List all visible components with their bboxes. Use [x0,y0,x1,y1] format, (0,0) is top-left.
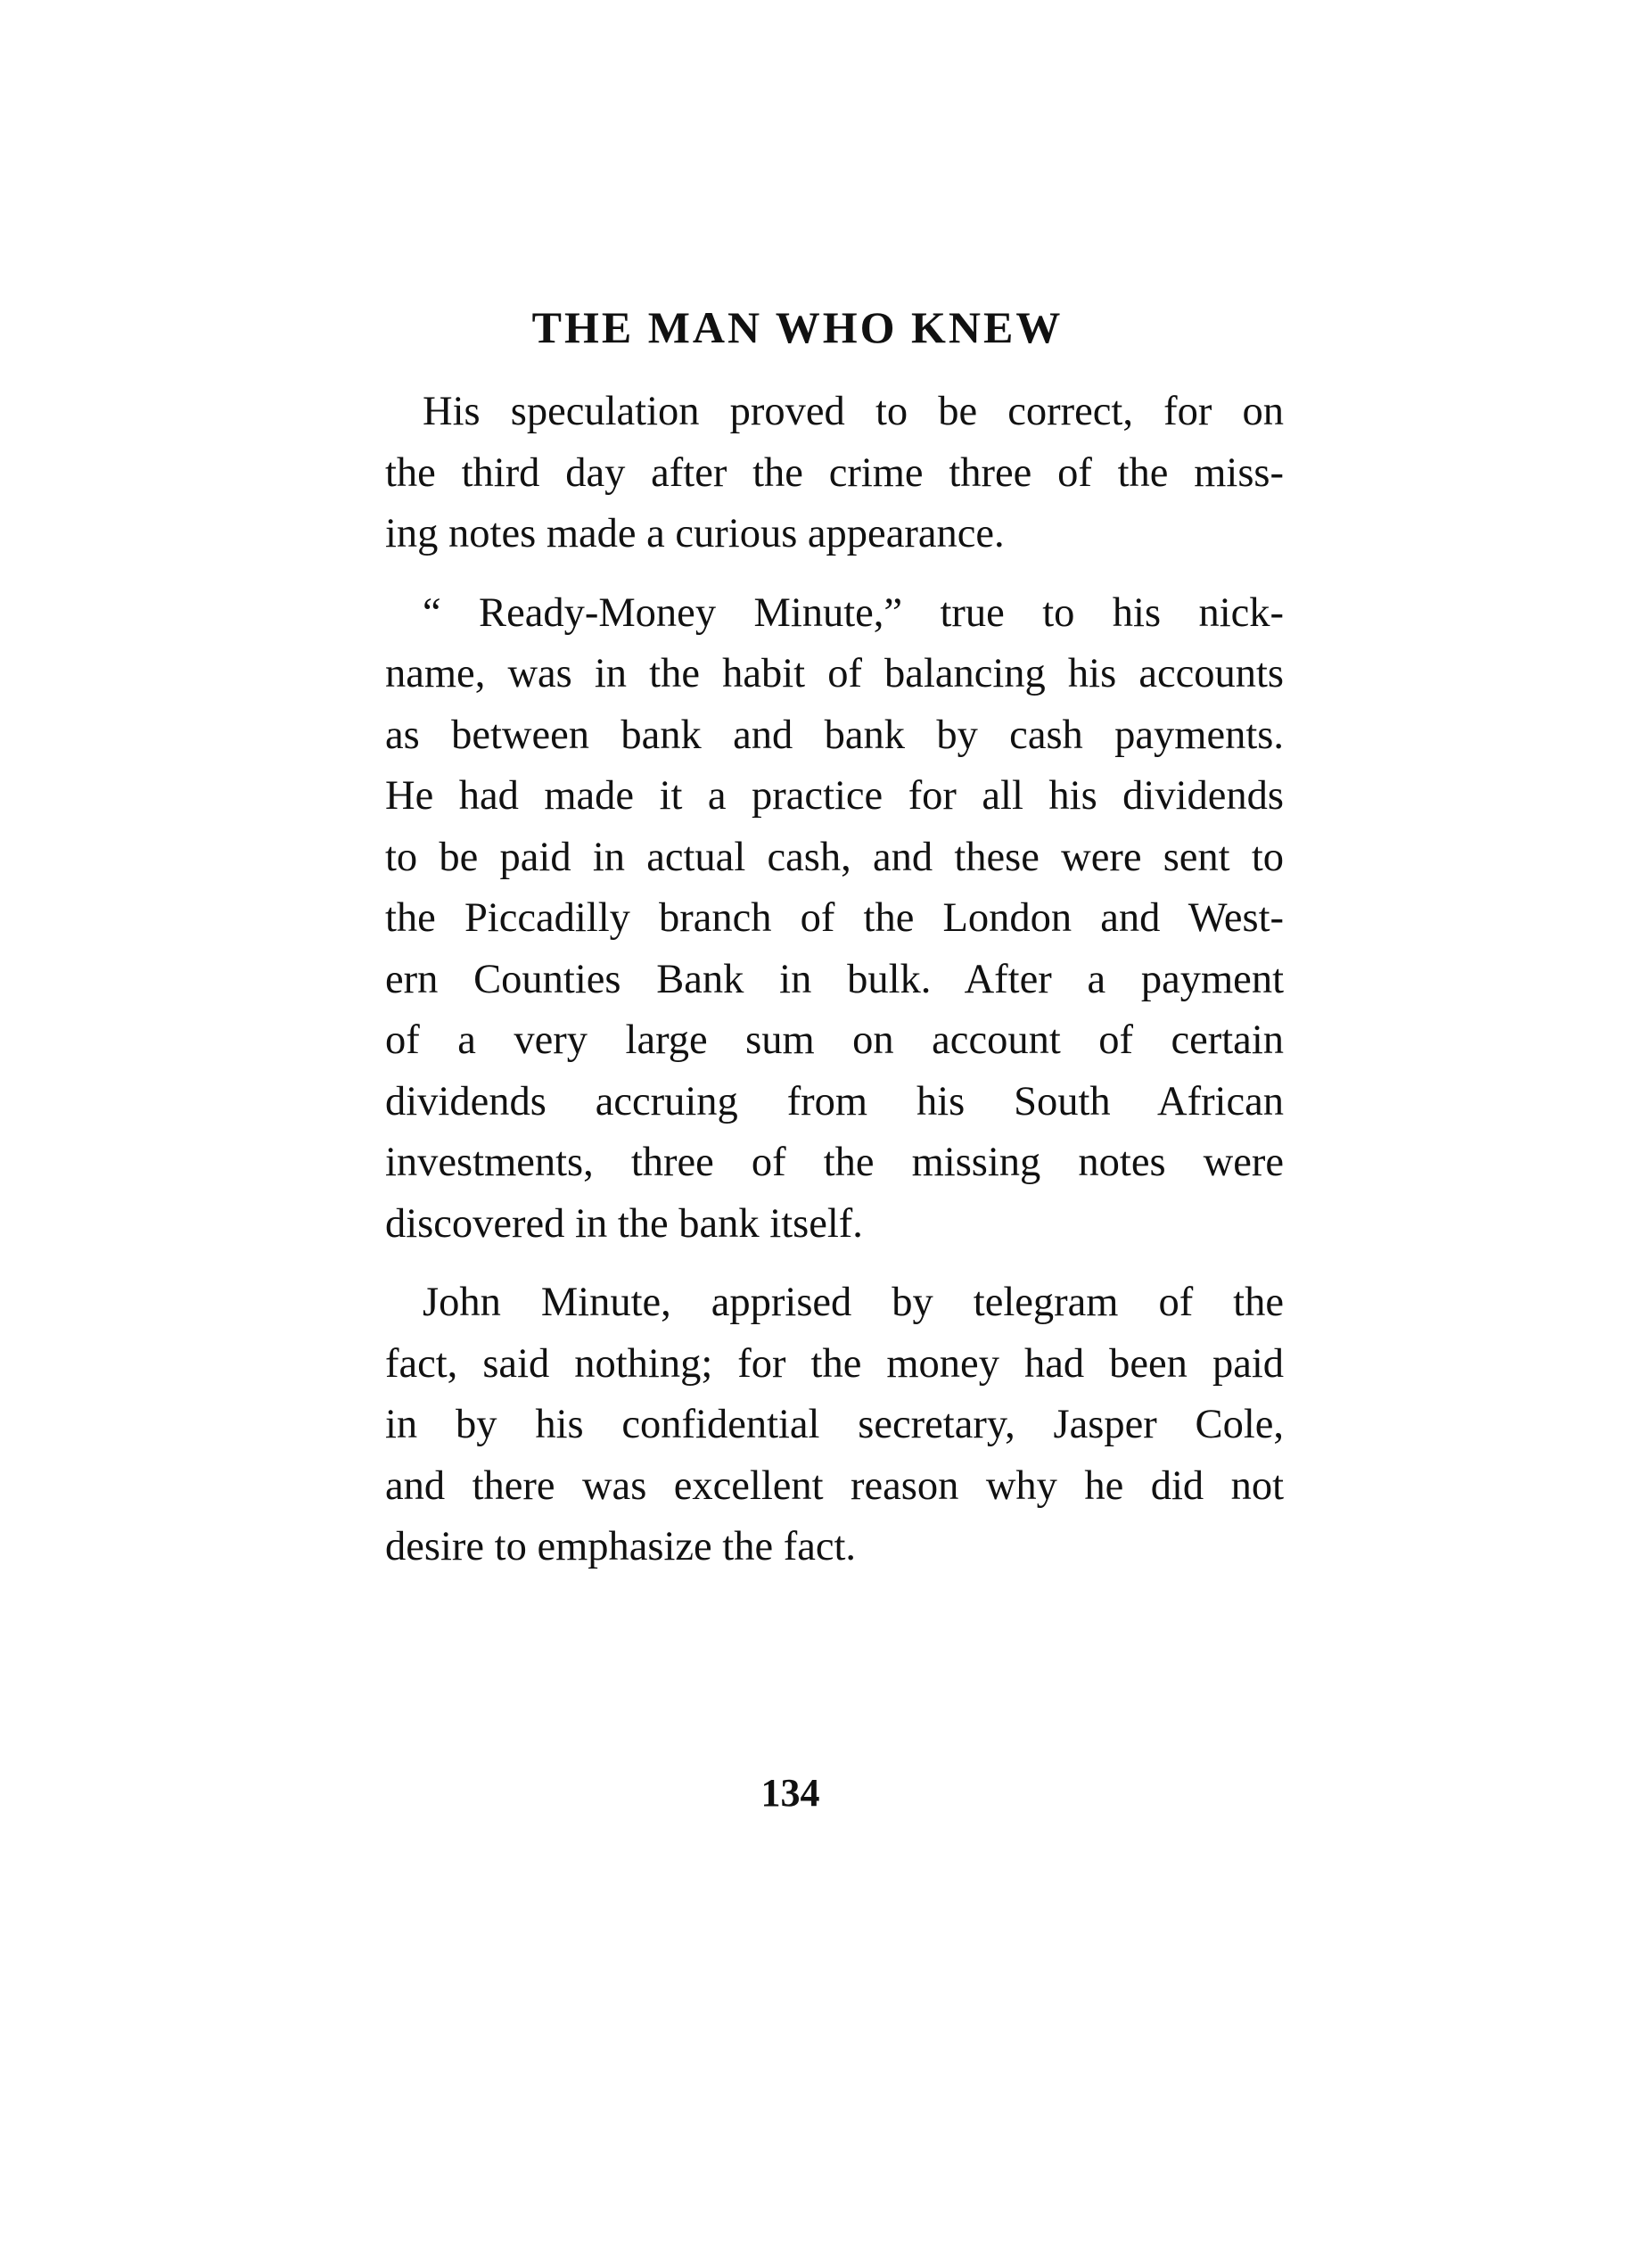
text-line: He had made it a practice for all his dividends [385,773,1284,819]
running-header [0,301,1652,353]
text-line: as between bank and bank by cash payments. [385,712,1284,758]
text-line: discovered in the bank itself. [385,1200,863,1247]
text-line: the Piccadilly branch of the London and West- [385,895,1284,941]
text-line: fact, said nothing; for the money had been paid [385,1340,1284,1387]
text-line: name, was in the habit of balancing his accounts [385,651,1284,696]
text-line: to be paid in actual cash, and these were sent to [385,834,1284,880]
paragraph [385,382,1284,565]
text-line: and there was excellent reason why he did not [385,1462,1284,1509]
running-header-text: THE MAN WHO KNEW [531,302,1064,352]
text-line: of a very large sum on account of certain [385,1017,1284,1063]
text-line: ern Counties Bank in bulk. After a payment [385,956,1284,1002]
page-number [0,1770,1652,1816]
text-line: ing notes made a curious appearance. [385,511,1005,556]
text-line: the third day after the crime three of the miss- [385,449,1284,496]
text-line: in by his confidential secretary, Jasper Cole, [385,1402,1284,1447]
text-line: “ Ready-Money Minute,” true to his nick- [423,589,1284,636]
paragraph [385,1273,1284,1578]
paragraph [385,583,1284,1256]
body-text [385,382,1284,1596]
text-line: dividends accruing from his South African [385,1078,1284,1124]
text-line: investments, three of the missing notes were [385,1140,1284,1185]
text-line: John Minute, apprised by telegram of the [423,1280,1284,1325]
page-number-text: 134 [760,1771,820,1815]
text-line: desire to emphasize the fact. [385,1524,857,1569]
text-line: His speculation proved to be correct, for on [423,389,1284,434]
